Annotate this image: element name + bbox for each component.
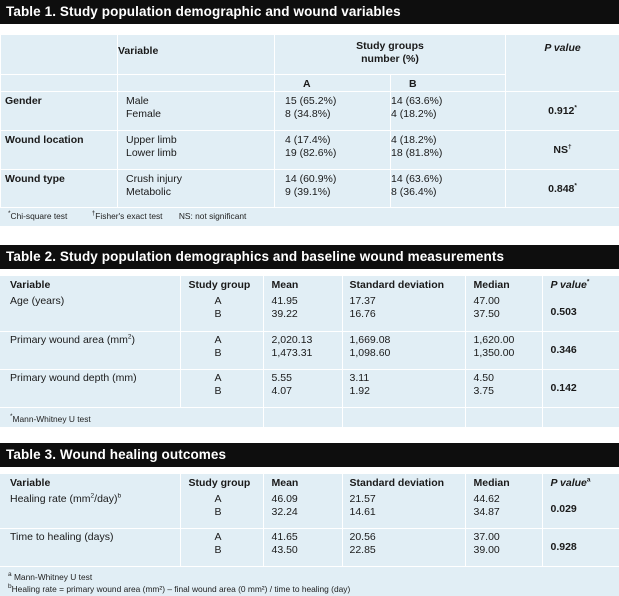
table1-row-level: Upper limb	[126, 134, 274, 147]
table2-mean: 41.95	[272, 295, 342, 308]
table2-median: 4.50	[474, 372, 542, 385]
table1-row-category: Gender	[1, 92, 118, 131]
table3-median: 34.87	[474, 506, 542, 519]
table3-sd-header: Standard deviation	[342, 474, 465, 491]
table3-group: A	[215, 531, 263, 544]
table3-median: 37.00	[474, 531, 542, 544]
table3-mean: 43.50	[272, 544, 342, 557]
table1-footnotes	[0, 208, 619, 226]
table2-mean: 1,473.31	[272, 347, 342, 360]
table1-row-level: Male	[126, 95, 274, 108]
table3-title: Table 3. Wound healing outcomes	[0, 443, 619, 467]
table-row	[1, 170, 619, 208]
table3-p-value-header: P value$^a$	[542, 474, 619, 491]
table1-cell-b: 18 (81.8%)	[391, 147, 505, 160]
table3-mean: 41.65	[272, 531, 342, 544]
table2-median-header: Median	[465, 276, 542, 293]
table3-mean: 46.09	[272, 493, 342, 506]
table2-row-variable: Primary wound depth (mm)	[0, 369, 180, 407]
table1-group-b-header: B	[391, 75, 506, 92]
table3-row-variable: Time to healing (days)	[0, 528, 180, 566]
table2-p-value: 0.503	[542, 293, 619, 331]
table1-p-value: NS†	[506, 131, 619, 170]
table3-mean-header: Mean	[263, 474, 342, 491]
table1-cell-b: 4 (18.2%)	[391, 108, 505, 121]
table2-panel	[0, 276, 619, 427]
table3-footnote-mann: $^a$ Mann-Whitney U test	[8, 571, 619, 583]
table3-median-header: Median	[465, 474, 542, 491]
table3-mean: 32.24	[272, 506, 342, 519]
table1-footnote-chi: *Chi-square test	[8, 211, 67, 221]
table3-footnote-healing: $^b$Healing rate = primary wound area (mm²) – final wound area (0 mm²) / time to healing (day)	[8, 583, 619, 595]
table1-footnote-ns: NS: not significant	[179, 211, 247, 221]
table2-sd: 1.92	[350, 385, 465, 398]
table3	[0, 474, 619, 596]
table2-mean: 5.55	[272, 372, 342, 385]
table1-cell-a: 15 (65.2%)	[285, 95, 390, 108]
table2-title: Table 2. Study population demographics and baseline wound measurements	[0, 245, 619, 269]
table1-cell-a: 8 (34.8%)	[285, 108, 390, 121]
table2-group: B	[215, 308, 263, 321]
table2-median: 3.75	[474, 385, 542, 398]
table2-group: A	[215, 295, 263, 308]
table-row	[0, 369, 619, 407]
table1-row-level: Crush injury	[126, 173, 274, 186]
table3-group: B	[215, 544, 263, 557]
table1-cell-a: 14 (60.9%)	[285, 173, 390, 186]
table1-cell-a: 4 (17.4%)	[285, 134, 390, 147]
table-row	[1, 92, 619, 131]
table1-cell-b: 8 (36.4%)	[391, 186, 505, 199]
table2-group: A	[215, 372, 263, 385]
table1-row-level: Lower limb	[126, 147, 274, 160]
table3-median: 44.62	[474, 493, 542, 506]
table2-sd: 1,098.60	[350, 347, 465, 360]
table2-group: B	[215, 347, 263, 360]
table2-sd-header: Standard deviation	[342, 276, 465, 293]
table3-p-value: 0.029	[542, 491, 619, 528]
table3-footnotes	[0, 566, 619, 596]
table1-p-value-label: P value	[544, 42, 580, 54]
table2	[0, 276, 619, 427]
table3-group: A	[215, 493, 263, 506]
table2-sd: 1,669.08	[350, 334, 465, 347]
table3-group: B	[215, 506, 263, 519]
table1-group-a-header: A	[275, 75, 391, 92]
table1-study-groups-line2: number (%)	[275, 53, 505, 66]
table-row	[0, 293, 619, 331]
table2-group: B	[215, 385, 263, 398]
table2-p-value: 0.142	[542, 369, 619, 407]
table3-p-value: 0.928	[542, 528, 619, 566]
table1-study-groups-header	[275, 35, 506, 75]
table3-sd: 22.85	[350, 544, 465, 557]
table2-median: 37.50	[474, 308, 542, 321]
table-row	[0, 491, 619, 528]
table2-median: 1,620.00	[474, 334, 542, 347]
table2-mean: 2,020.13	[272, 334, 342, 347]
table1-cell-a: 19 (82.6%)	[285, 147, 390, 160]
table2-row-variable: Age (years)	[0, 293, 180, 331]
table2-median: 47.00	[474, 295, 542, 308]
table-row	[0, 331, 619, 369]
table1-row-level: Female	[126, 108, 274, 121]
table1	[0, 34, 619, 208]
table1-p-value: 0.848*	[506, 170, 619, 208]
table2-variable-header: Variable	[0, 276, 180, 293]
table3-row-variable: Healing rate $(mm^2/day)^b$	[0, 491, 180, 528]
table2-mean: 39.22	[272, 308, 342, 321]
table1-cell-b: 4 (18.2%)	[391, 134, 505, 147]
table2-p-value: 0.346	[542, 331, 619, 369]
table3-sd: 21.57	[350, 493, 465, 506]
table1-study-groups-line1: Study groups	[275, 40, 505, 53]
table1-row-level: Metabolic	[126, 186, 274, 199]
table2-mean-header: Mean	[263, 276, 342, 293]
table2-row-variable: Primary wound area $(mm^2)$	[0, 331, 180, 369]
table2-mean: 4.07	[272, 385, 342, 398]
table1-variable-header: Variable	[118, 35, 275, 75]
table1-row-category: Wound type	[1, 170, 118, 208]
table2-sd: 3.11	[350, 372, 465, 385]
table1-panel	[0, 34, 619, 226]
table2-group: A	[215, 334, 263, 347]
table-row	[0, 528, 619, 566]
table1-row-category: Wound location	[1, 131, 118, 170]
table1-cell-b: 14 (63.6%)	[391, 95, 505, 108]
table1-p-value: 0.912*	[506, 92, 619, 131]
table2-footnote: *Mann-Whitney U test	[0, 407, 180, 427]
table3-sd: 14.61	[350, 506, 465, 519]
table2-study-group-header: Study group	[180, 276, 263, 293]
table3-median: 39.00	[474, 544, 542, 557]
table1-cell-b: 14 (63.6%)	[391, 173, 505, 186]
table3-study-group-header: Study group	[180, 474, 263, 491]
table3-sd: 20.56	[350, 531, 465, 544]
table1-footnote-fisher: †Fisher's exact test	[92, 211, 163, 221]
table3-variable-header: Variable	[0, 474, 180, 491]
table2-p-value-header: P value*	[542, 276, 619, 293]
table2-median: 1,350.00	[474, 347, 542, 360]
table1-p-value-header	[506, 35, 619, 92]
table2-sd: 17.37	[350, 295, 465, 308]
table1-title: Table 1. Study population demographic and wound variables	[0, 0, 619, 24]
table2-sd: 16.76	[350, 308, 465, 321]
table-row	[1, 131, 619, 170]
table1-cell-a: 9 (39.1%)	[285, 186, 390, 199]
table3-panel	[0, 474, 619, 596]
